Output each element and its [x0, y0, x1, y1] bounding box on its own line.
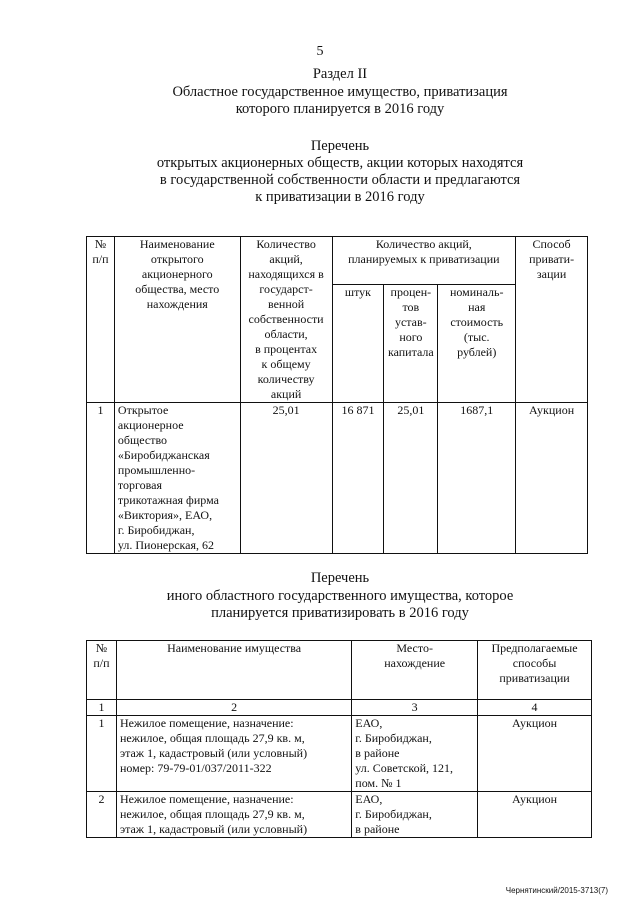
- table-row: [87, 792, 592, 838]
- header-pieces: штук: [332, 285, 384, 403]
- row-pieces: 16 871: [332, 403, 384, 554]
- list2-title: Перечень: [310, 570, 370, 586]
- header-percent-capital: процен- тов устав- ного капитала: [384, 285, 438, 403]
- row-location: ЕАО, г. Биробиджан, в районе ул. Советской, 121, пом. № 1: [352, 716, 478, 792]
- header-property-name: Наименование имущества: [116, 641, 351, 700]
- property-header-row: [87, 641, 592, 700]
- list1-title: Перечень: [310, 138, 370, 154]
- row-method: Аукцион: [516, 403, 588, 554]
- row-method: Аукцион: [478, 716, 592, 792]
- row-property-name: Нежилое помещение, назначение: нежилое, общая площадь 27,9 кв. м, этаж 1, кадастровый (или условный) номер: 79-79-01/037/2011-322: [116, 716, 351, 792]
- property-table: [86, 640, 592, 838]
- table-row: [87, 716, 592, 792]
- col-number: 3: [352, 700, 478, 716]
- header-num: № п/п: [87, 237, 115, 403]
- row-method: Аукцион: [478, 792, 592, 838]
- row-location: ЕАО, г. Биробиджан, в районе: [352, 792, 478, 838]
- section-title: Раздел II: [312, 66, 368, 82]
- col-number: 4: [478, 700, 592, 716]
- col-number: 2: [116, 700, 351, 716]
- header-num: № п/п: [87, 641, 117, 700]
- row-property-name: Нежилое помещение, назначение: нежилое, общая площадь 27,9 кв. м, этаж 1, кадастровый (или условный): [116, 792, 351, 838]
- row-percent-capital: 25,01: [384, 403, 438, 554]
- row-company-name: Открытое акционерное общество «Биробиджанская промышленно- торговая трикотажная фирма «Виктория», ЕАО, г. Биробиджан, ул. Пионерская, 62: [114, 403, 240, 554]
- section-subtitle: Областное государственное имущество, приватизация которого планируется в 2016 году: [172, 84, 508, 117]
- header-planned-shares: Количество акций, планируемых к приватизации: [332, 237, 516, 285]
- page-number: 5: [316, 44, 324, 59]
- shares-header-row: [87, 237, 588, 285]
- header-method: Способ привати- зации: [516, 237, 588, 403]
- row-nominal-value: 1687,1: [438, 403, 516, 554]
- table-row: [87, 403, 588, 554]
- column-number-row: [87, 700, 592, 716]
- list1-subtitle: открытых акционерных обществ, акции которых находятся в государственной собственности области и предлагаются к приватизации в 2016 году: [156, 155, 524, 205]
- header-location: Место- нахождение: [352, 641, 478, 700]
- row-num: 1: [87, 716, 117, 792]
- col-number: 1: [87, 700, 117, 716]
- row-num: 2: [87, 792, 117, 838]
- header-shares-percent: Количество акций, находящихся в государст- венной собственности области, в процентах к общему количеству акций: [240, 237, 332, 403]
- row-num: 1: [87, 403, 115, 554]
- header-methods: Предполагаемые способы приватизации: [478, 641, 592, 700]
- header-nominal-value: номиналь- ная стоимость (тыс. рублей): [438, 285, 516, 403]
- document-footer: Чернятинский/2015-3713(7): [505, 886, 608, 895]
- row-shares-percent: 25,01: [240, 403, 332, 554]
- shares-table: [86, 236, 588, 554]
- header-company-name: Наименование открытого акционерного общества, место нахождения: [114, 237, 240, 403]
- list2-subtitle: иного областного государственного имущества, которое планируется приватизировать в 2016 году: [166, 588, 514, 621]
